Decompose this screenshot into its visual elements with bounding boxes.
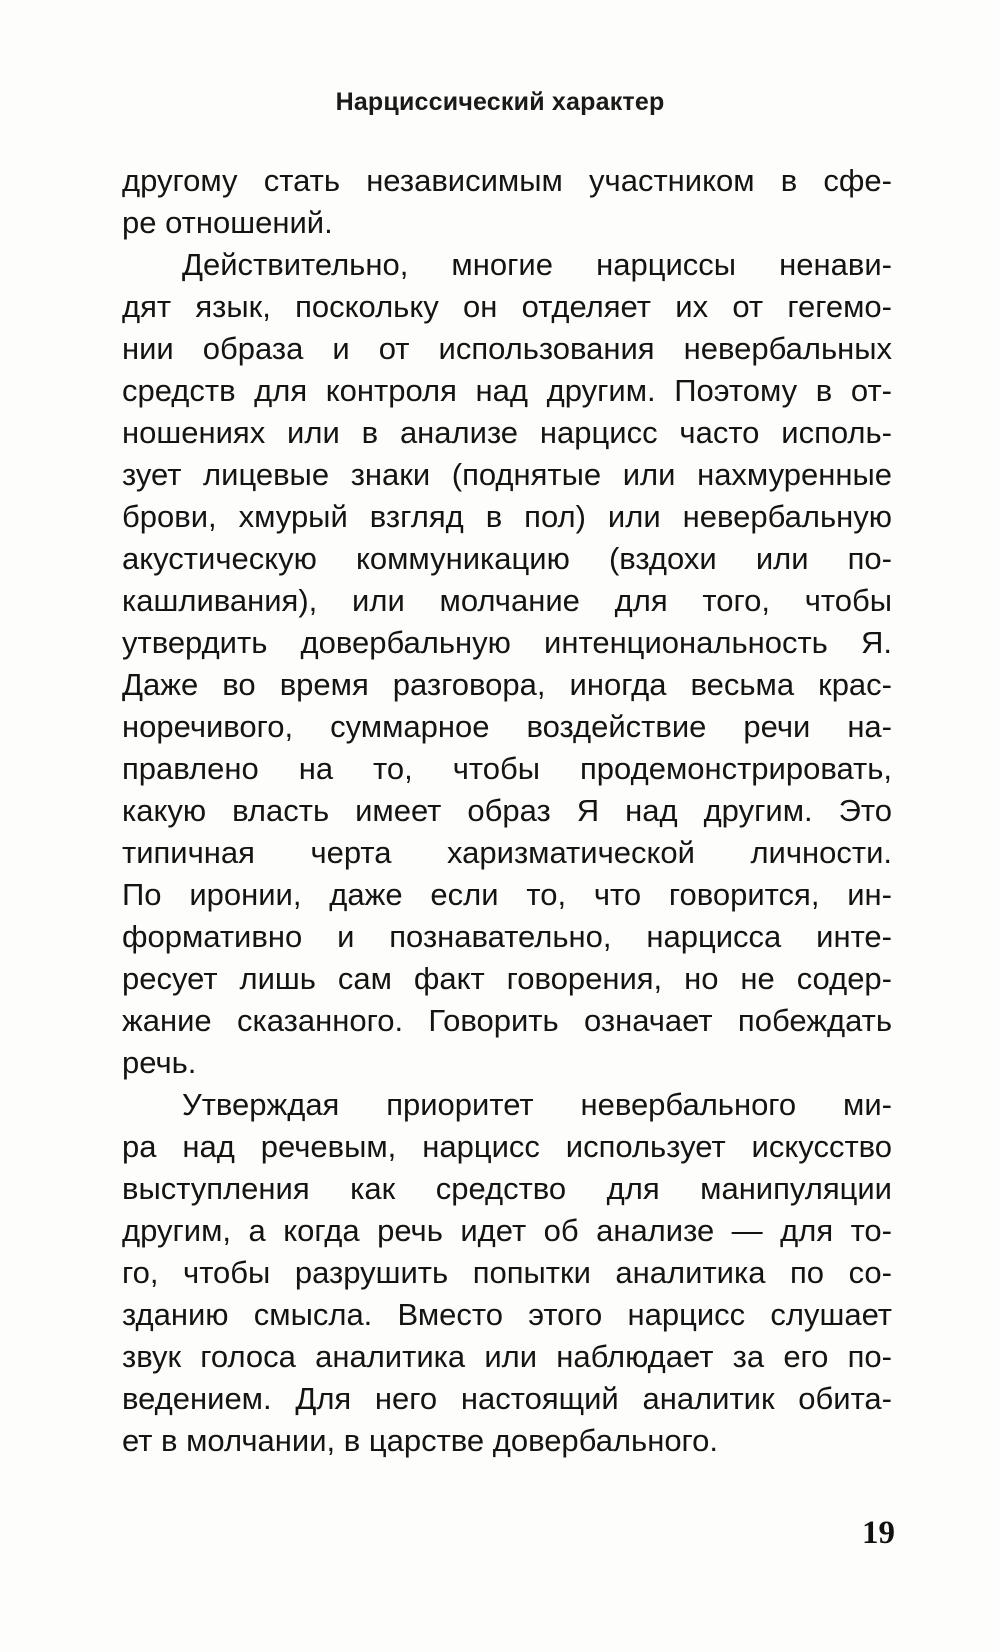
text-line: дят язык, поскольку он отделяет их от гегемо- (122, 289, 892, 324)
running-head: Нарциссический характер (335, 88, 665, 116)
text-line: ра над речевым, нарцисс использует искусство (122, 1129, 892, 1164)
text-line: выступления как средство для манипуляции (122, 1171, 892, 1206)
text-line: нии образа и от использования невербальных (122, 331, 892, 366)
text-line: акустическую коммуникацию (вздохи или по- (122, 541, 892, 576)
text-line: другим, а когда речь идет об анализе — для то- (122, 1213, 892, 1248)
text-line: средств для контроля над другим. Поэтому в от- (122, 373, 892, 408)
body-text (122, 160, 892, 1462)
text-line: ет в молчании, в царстве довербального. (122, 1423, 719, 1458)
text-line: Даже во время разговора, иногда весьма крас- (122, 667, 892, 702)
text-line: правлено на то, чтобы продемонстрировать, (122, 751, 892, 786)
text-line: зданию смысла. Вместо этого нарцисс слушает (122, 1297, 892, 1332)
text-line: Утверждая приоритет невербального ми- (182, 1087, 892, 1122)
text-line: типичная черта харизматической личности. (122, 835, 892, 870)
text-line: звук голоса аналитика или наблюдает за его по- (122, 1339, 892, 1374)
text-line: норечивого, суммарное воздействие речи на- (122, 709, 892, 744)
text-line: го, чтобы разрушить попытки аналитика по со- (122, 1255, 892, 1290)
paragraph-2 (122, 244, 892, 1084)
text-line: речь. (122, 1045, 197, 1080)
paragraph-1 (122, 160, 892, 244)
paragraph-3 (122, 1084, 892, 1462)
text-line: формативно и познавательно, нарцисса инте- (122, 919, 892, 954)
text-line: кашливания), или молчание для того, чтобы (122, 583, 892, 618)
text-line: ресует лишь сам факт говорения, но не содер- (122, 961, 892, 996)
text-line: ре отношений. (122, 205, 333, 240)
text-line: жание сказанного. Говорить означает побеждать (122, 1003, 892, 1038)
page-number: 19 (862, 1515, 895, 1551)
text-line: брови, хмурый взгляд в пол) или невербальную (122, 499, 892, 534)
text-line: утвердить довербальную интенциональность Я. (122, 625, 892, 660)
text-line: ведением. Для него настоящий аналитик обита- (122, 1381, 892, 1416)
text-line: другому стать независимым участником в сфе- (122, 163, 892, 198)
text-line: зует лицевые знаки (поднятые или нахмуренные (122, 457, 892, 492)
text-line: какую власть имеет образ Я над другим. Это (122, 793, 892, 828)
text-line: Действительно, многие нарциссы ненави- (182, 247, 892, 282)
text-line: ношениях или в анализе нарцисс часто исполь- (122, 415, 892, 450)
text-line: По иронии, даже если то, что говорится, ин- (122, 877, 892, 912)
